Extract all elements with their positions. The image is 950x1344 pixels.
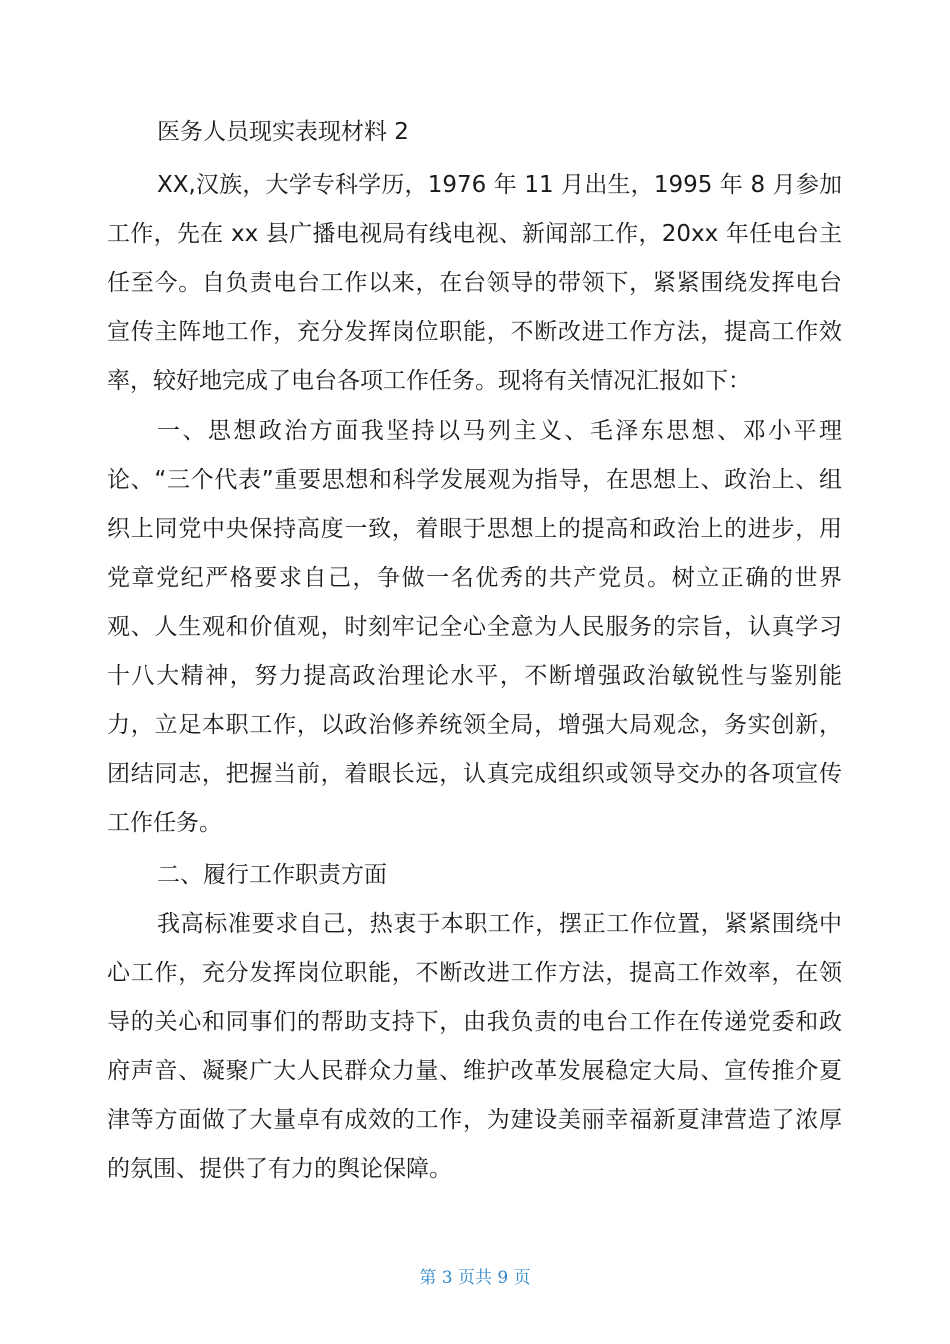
section-heading-duties: 二、履行工作职责方面 <box>157 862 387 888</box>
paragraph-duties: 我高标准要求自己，热衷于本职工作，摆正工作位置，紧紧围绕中心工作，充分发挥岗位职能，不断改进工作方法，提高工作效率，在领导的关心和同事们的帮助支持下，由我负责的电台工作在传递党委和政府声音、凝聚广大人民群众力量、维护改革发展稳定大局、宣传推介夏津等方面做了大量卓有成效的工作，为建设美丽幸福新夏津营造了浓厚的氛围、提供了有力的舆论保障。 <box>107 911 842 1182</box>
page-number-footer: 第 3 页共 9 页 <box>419 1268 531 1288</box>
paragraph-intro: XX,汉族，大学专科学历，1976 年 11 月出生，1995 年 8 月参加工作，先在 xx 县广播电视局有线电视、新闻部工作，20xx 年任电台主任至今。自负责电台工作以来，在台领导的带领下，紧紧围绕发挥电台宣传主阵地工作，充分发挥岗位职能，不断改进工作方法，提高工作效率，较好地完成了电台各项工作任务。现将有关情况汇报如下： <box>107 172 842 394</box>
document-title: 医务人员现实表现材料 2 <box>157 119 409 145</box>
paragraph-political: 一、思想政治方面我坚持以马列主义、毛泽东思想、邓小平理论、“三个代表”重要思想和科学发展观为指导，在思想上、政治上、组织上同党中央保持高度一致，着眼于思想上的提高和政治上的进步，用党章党纪严格要求自己，争做一名优秀的共产党员。树立正确的世界观、人生观和价值观，时刻牢记全心全意为人民服务的宗旨，认真学习十八大精神，努力提高政治理论水平，不断增强政治敏锐性与鉴别能力，立足本职工作，以政治修养统领全局，增强大局观念，务实创新，团结同志，把握当前，着眼长远，认真完成组织或领导交办的各项宣传工作任务。 <box>107 418 842 836</box>
